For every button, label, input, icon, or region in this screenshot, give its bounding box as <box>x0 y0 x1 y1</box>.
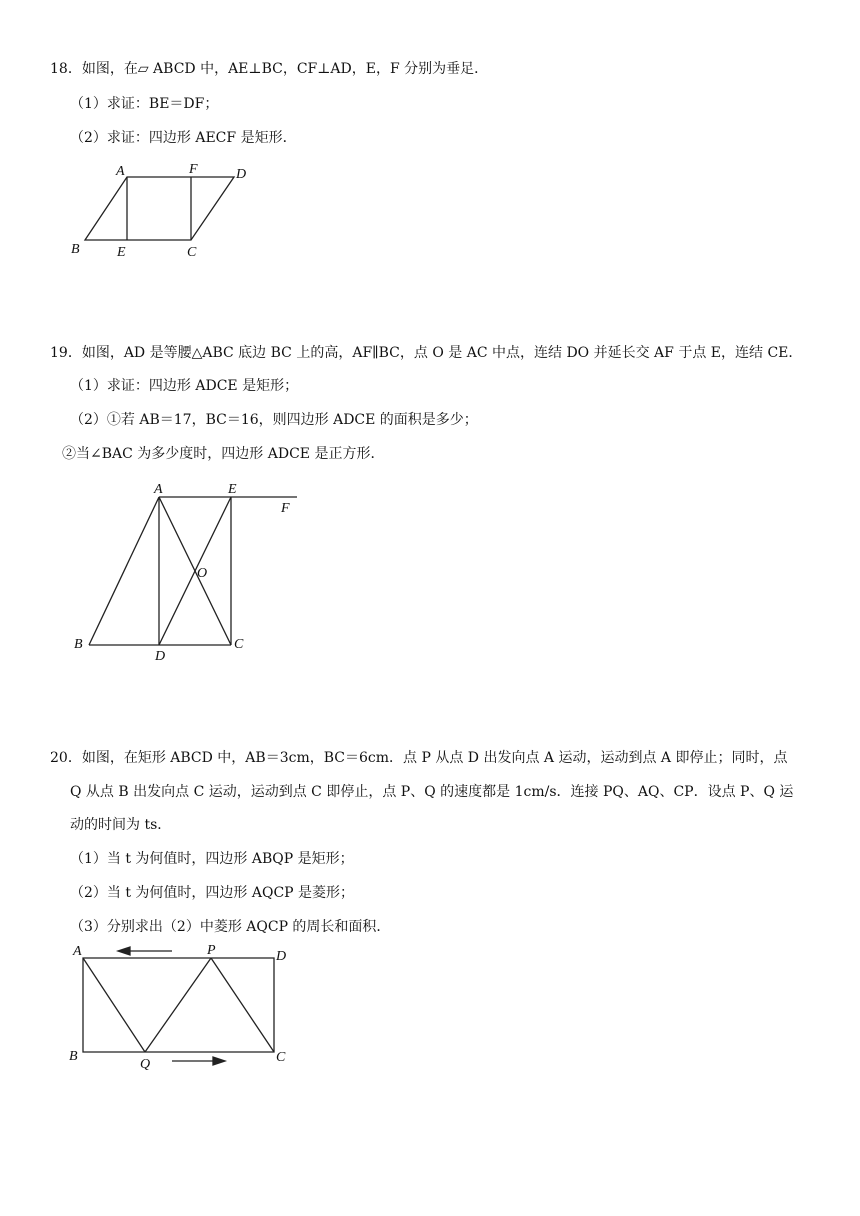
q19-segment-ac <box>159 497 231 645</box>
q19-label-f: F <box>281 501 290 516</box>
q20-figure <box>83 947 274 1065</box>
q19-segment-ab <box>89 497 159 645</box>
q20-label-b: B <box>69 1049 78 1064</box>
q19-label-e: E <box>228 482 237 497</box>
q20-label-c: C <box>276 1050 286 1065</box>
q20-segment-aq <box>83 958 145 1052</box>
q20-segment-qp <box>145 958 211 1052</box>
q19-label-a: A <box>154 482 163 497</box>
q20-label-p: P <box>207 943 216 958</box>
q20-part1: （1）当 t 为何值时，四边形 ABQP 是矩形； <box>70 851 354 867</box>
q19-figure <box>89 497 297 645</box>
q18-shape-abcd <box>85 177 234 240</box>
q19-part2b: ②当∠BAC 为多少度时，四边形 ADCE 是正方形． <box>62 446 385 462</box>
q20-segment-pc <box>211 958 274 1052</box>
q20-rectangle-abcd <box>83 958 274 1052</box>
q19-label-b: B <box>74 637 83 652</box>
q20-part2: （2）当 t 为何值时，四边形 AQCP 是菱形； <box>70 885 355 901</box>
q20-arrow-right-head <box>213 1057 225 1065</box>
q20-label-a: A <box>73 944 82 959</box>
q18-label-e: E <box>117 245 126 260</box>
q19-label-d: D <box>155 649 166 664</box>
q18-part1: （1）求证：BE＝DF； <box>70 96 219 112</box>
q18-label-c: C <box>187 245 197 260</box>
q18-stem: 18．如图，在▱ ABCD 中，AE⊥BC，CF⊥AD，E，F 分别为垂足． <box>50 61 489 77</box>
q18-label-b: B <box>71 242 80 257</box>
q20-arrow-left-head <box>118 947 130 955</box>
q20-stem-line2: Q 从点 B 出发向点 C 运动，运动到点 C 即停止，点 P、Q 的速度都是 1cm/s．连接 PQ、AQ、CP．设点 P、Q 运 <box>70 784 794 800</box>
q19-segment-de <box>159 497 231 645</box>
q19-part2a: （2）①若 AB＝17，BC＝16，则四边形 ADCE 的面积是多少； <box>70 412 478 428</box>
q19-label-c: C <box>234 637 244 652</box>
q18-label-d: D <box>236 167 247 182</box>
q20-stem-line1: 20．如图，在矩形 ABCD 中，AB＝3cm，BC＝6cm．点 P 从点 D 出发向点 A 运动，运动到点 A 即停止；同时，点 <box>50 750 788 766</box>
q20-stem-line3: 动的时间为 ts． <box>70 817 172 833</box>
q18-label-a: A <box>116 164 125 179</box>
q19-label-o: O <box>197 566 208 581</box>
q20-part3: （3）分别求出（2）中菱形 AQCP 的周长和面积． <box>70 919 391 935</box>
q19-stem: 19．如图，AD 是等腰△ABC 底边 BC 上的高，AF∥BC，点 O 是 AC 中点，连结 DO 并延长交 AF 于点 E，连结 CE． <box>50 345 803 361</box>
q20-label-d: D <box>276 949 287 964</box>
q20-label-q: Q <box>140 1057 151 1072</box>
q18-parallelogram <box>85 177 234 240</box>
q19-part1: （1）求证：四边形 ADCE 是矩形； <box>70 378 299 394</box>
q18-part2: （2）求证：四边形 AECF 是矩形． <box>70 130 297 146</box>
q18-label-f: F <box>189 162 198 177</box>
